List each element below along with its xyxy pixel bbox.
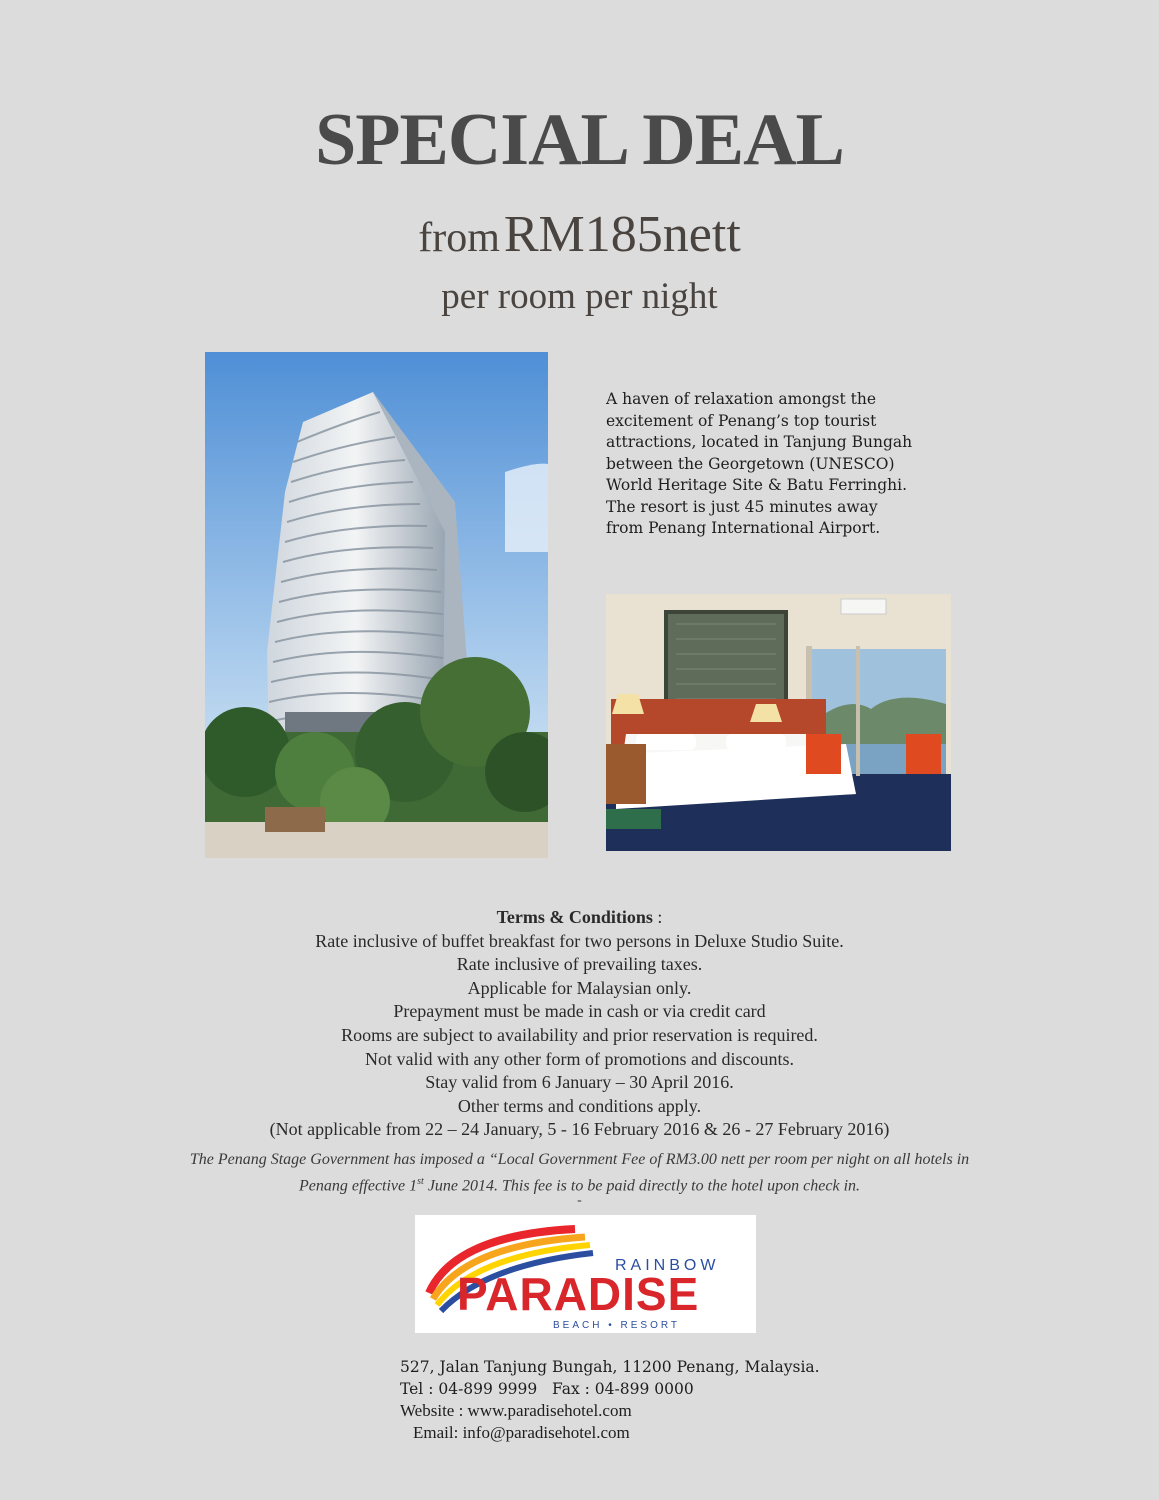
terms-item: Rate inclusive of buffet breakfast for two persons in Deluxe Studio Suite. — [315, 930, 844, 951]
contact-details — [400, 1356, 820, 1444]
fee-note-line-1: The Penang Stage Government has imposed a “Local Government Fee of RM3.00 nett per room per night on all hotels in — [189, 1151, 970, 1168]
terms-heading: Terms & Conditions — [496, 907, 653, 927]
description-line: World Heritage Site & Batu Ferringhi. — [606, 476, 908, 494]
price-prefix: from — [418, 215, 500, 261]
hotel-tower-photo — [205, 352, 548, 858]
description-line: A haven of relaxation amongst the — [606, 390, 877, 408]
terms-heading-line — [0, 906, 1159, 930]
terms-item: Stay valid from 6 January – 30 April 2016. — [425, 1072, 734, 1093]
fee-note-superscript: st — [417, 1176, 424, 1187]
terms-item: Not valid with any other form of promotions and discounts. — [365, 1048, 794, 1069]
terms-item: (Not applicable from 22 – 24 January, 5 - 16 February 2016 & 26 - 27 February 2016) — [269, 1119, 890, 1140]
headline: SPECIAL DEAL — [315, 99, 844, 181]
logo-bottom-text: BEACH • RESORT — [553, 1320, 680, 1331]
contact-email[interactable]: Email: info@paradisehotel.com — [413, 1423, 630, 1442]
terms-item: Other terms and conditions apply. — [457, 1095, 702, 1116]
price-line — [0, 205, 1159, 264]
terms-item: Applicable for Malaysian only. — [467, 977, 692, 998]
contact-phone: Tel : 04-899 9999 Fax : 04-899 0000 — [400, 1380, 694, 1398]
hotel-description — [606, 389, 966, 540]
local-government-fee-note — [0, 1149, 1159, 1197]
fee-note-line-2-end: June 2014. This fee is to be paid directly to the hotel upon check in. — [423, 1177, 861, 1195]
terms-item: Rooms are subject to availability and prior reservation is required. — [341, 1024, 818, 1045]
terms-item: Rate inclusive of prevailing taxes. — [456, 954, 703, 975]
terms-heading-suffix: : — [652, 907, 663, 927]
description-line: from Penang International Airport. — [606, 519, 881, 537]
description-line: The resort is just 45 minutes away — [606, 497, 878, 516]
terms-item: Prepayment must be made in cash or via credit card — [393, 1001, 766, 1022]
description-line: between the Georgetown (UNESCO) — [606, 454, 895, 473]
rainbow-paradise-logo — [415, 1215, 756, 1333]
description-line: excitement of Penang’s top tourist — [606, 411, 877, 430]
description-line: attractions, located in Tanjung Bungah — [606, 433, 913, 451]
price-amount: RM185nett — [503, 206, 741, 263]
logo-top-text: RAINBOW — [615, 1257, 720, 1274]
contact-address: 527, Jalan Tanjung Bungah, 11200 Penang, Malaysia. — [400, 1358, 820, 1376]
per-night-text: per room per night — [441, 276, 718, 317]
separator-dash: - — [577, 1193, 582, 1208]
contact-website[interactable]: Website : www.paradisehotel.com — [400, 1401, 632, 1420]
fee-note-line-2-start: Penang effective 1 — [298, 1177, 418, 1195]
logo-main-text: PARADISE — [457, 1268, 700, 1320]
terms-and-conditions — [0, 906, 1159, 1142]
hotel-room-photo — [606, 594, 951, 851]
